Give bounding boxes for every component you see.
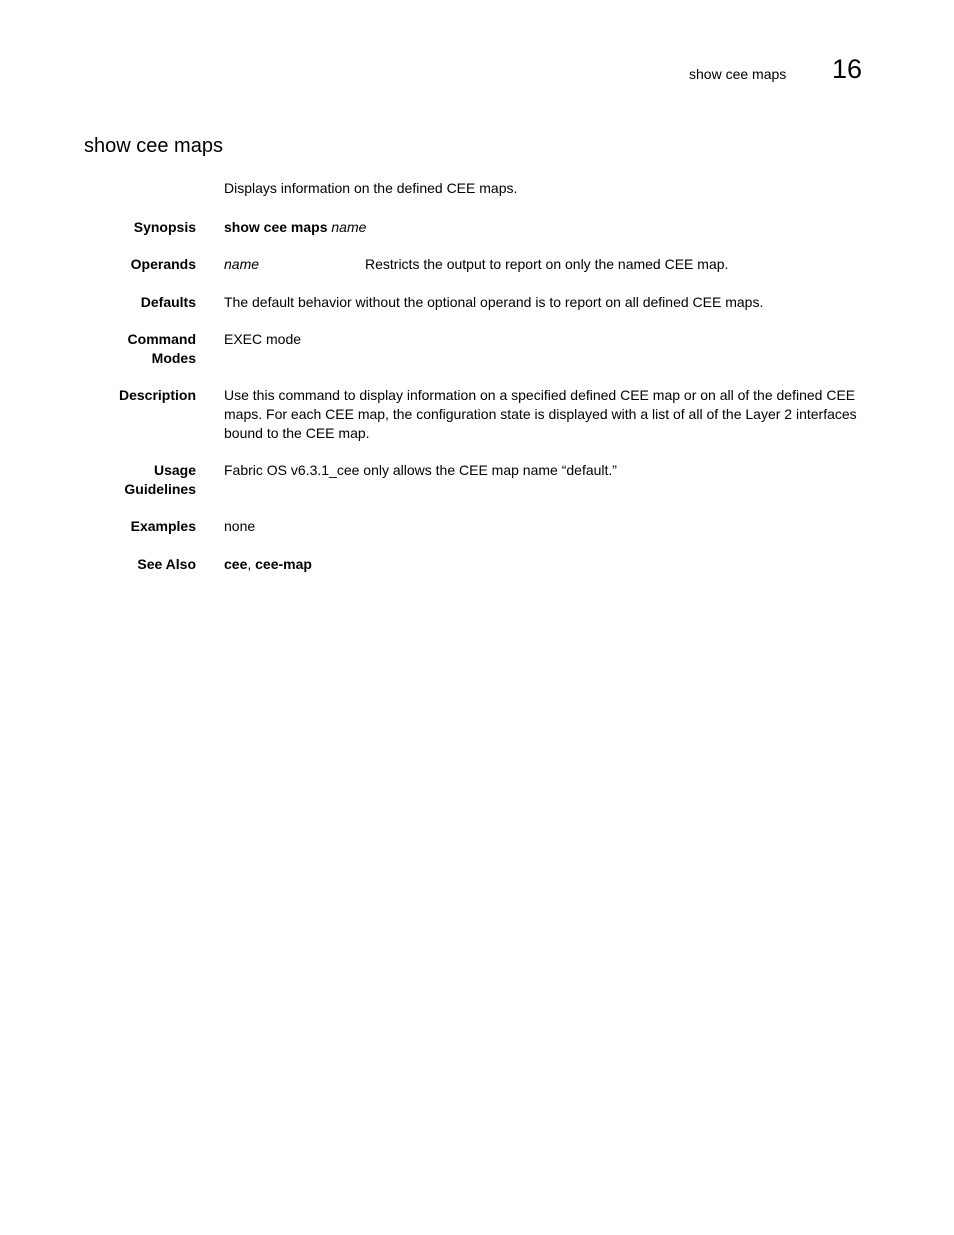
synopsis-command: show cee maps: [224, 219, 328, 235]
usage-label-line1: Usage: [153, 462, 196, 478]
description-text: Use this command to display information on a specified defined CEE map or on all of the defined CEE maps. For each CEE map, the configuration state is displayed with a list of all of the Layer 2 interfaces bound to the CEE map.: [224, 387, 857, 441]
page-title: show cee maps: [84, 135, 223, 157]
command-modes-label-line1: Command: [127, 331, 196, 347]
see-also-link-cee[interactable]: cee: [224, 556, 248, 572]
operand-desc: Restricts the output to report on only the named CEE map.: [365, 256, 729, 272]
examples-label: Examples: [130, 518, 196, 534]
see-also-separator: ,: [247, 556, 256, 572]
intro-text: Displays information on the defined CEE maps.: [224, 180, 518, 196]
synopsis-text: [224, 218, 864, 237]
description-label: Description: [118, 387, 196, 403]
command-modes-label: [76, 330, 196, 368]
usage-text: Fabric OS v6.3.1_cee only allows the CEE map name “default.”: [224, 462, 617, 478]
see-also-link-cee-map[interactable]: cee-map: [255, 556, 312, 572]
operands-label: Operands: [130, 256, 196, 272]
usage-label: [76, 461, 196, 499]
see-also-label: See Also: [137, 556, 196, 572]
examples-text: none: [224, 518, 256, 534]
synopsis-label: Synopsis: [133, 219, 196, 235]
chapter-number: 16: [832, 54, 863, 84]
operand-name: name: [224, 256, 260, 272]
see-also-links: [224, 555, 864, 574]
synopsis-arg: name: [331, 219, 367, 235]
running-header-section: show cee maps: [689, 66, 787, 82]
defaults-label: Defaults: [140, 294, 196, 310]
defaults-text: The default behavior without the optional operand is to report on all defined CEE maps.: [224, 294, 764, 310]
usage-label-line2: Guidelines: [124, 481, 196, 497]
command-modes-label-line2: Modes: [151, 350, 196, 366]
command-modes-text: EXEC mode: [224, 331, 302, 347]
